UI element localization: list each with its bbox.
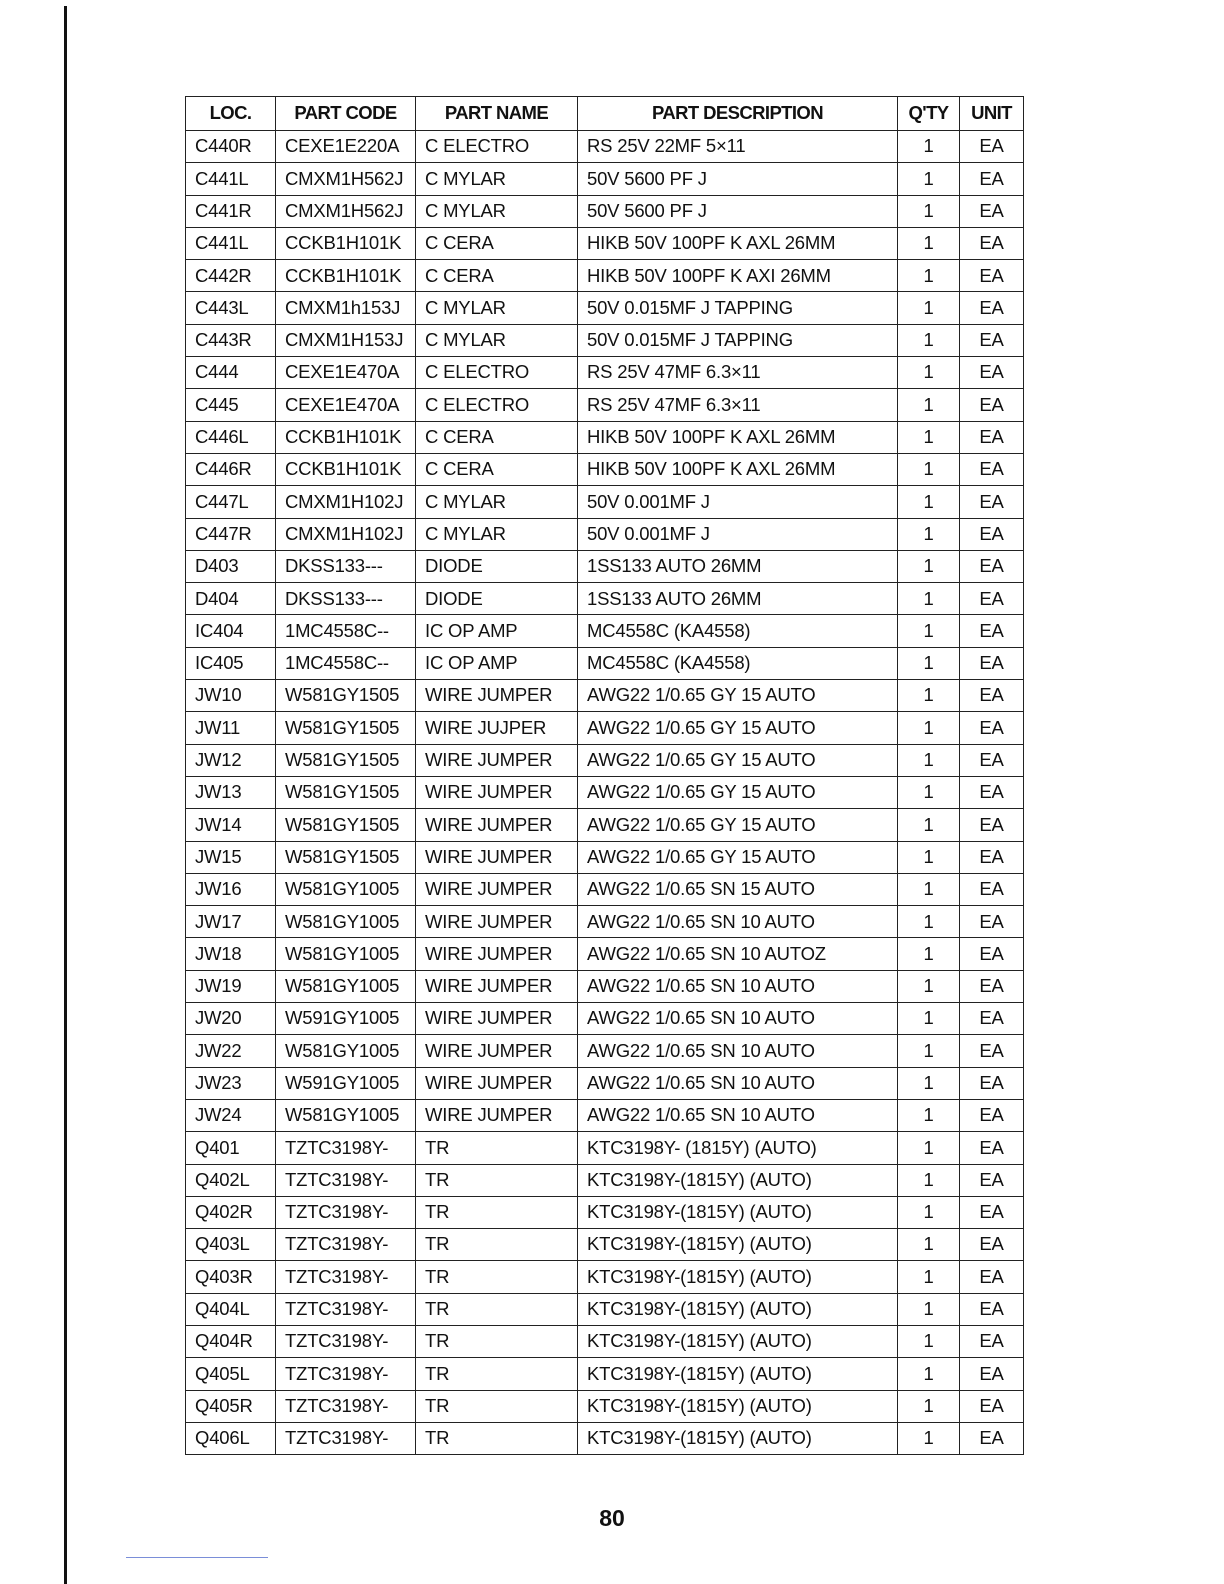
cell-loc: C441R [186, 195, 276, 227]
table-row [186, 809, 1024, 841]
cell-part-description: HIKB 50V 100PF K AXI 26MM [578, 260, 898, 292]
cell-unit: EA [960, 1099, 1024, 1131]
scan-underline-mark [126, 1557, 268, 1558]
cell-unit: EA [960, 195, 1024, 227]
cell-part-description: AWG22 1/0.65 SN 15 AUTO [578, 873, 898, 905]
table-row [186, 389, 1024, 421]
cell-unit: EA [960, 1164, 1024, 1196]
table-row [186, 518, 1024, 550]
cell-unit: EA [960, 841, 1024, 873]
cell-part-code: TZTC3198Y- [276, 1325, 416, 1357]
cell-part-name: TR [416, 1132, 578, 1164]
cell-qty: 1 [898, 131, 960, 163]
cell-part-description: AWG22 1/0.65 SN 10 AUTO [578, 1099, 898, 1131]
cell-loc: Q403L [186, 1229, 276, 1261]
header-part-name: PART NAME [416, 97, 578, 131]
table-row [186, 453, 1024, 485]
cell-qty: 1 [898, 1358, 960, 1390]
cell-part-description: 1SS133 AUTO 26MM [578, 583, 898, 615]
cell-unit: EA [960, 1035, 1024, 1067]
cell-unit: EA [960, 873, 1024, 905]
cell-part-description: HIKB 50V 100PF K AXL 26MM [578, 453, 898, 485]
cell-unit: EA [960, 1196, 1024, 1228]
cell-part-code: TZTC3198Y- [276, 1196, 416, 1228]
cell-unit: EA [960, 421, 1024, 453]
cell-loc: JW12 [186, 744, 276, 776]
table-row [186, 1067, 1024, 1099]
cell-part-name: WIRE JUMPER [416, 873, 578, 905]
table-row [186, 1164, 1024, 1196]
cell-unit: EA [960, 906, 1024, 938]
cell-part-name: WIRE JUMPER [416, 938, 578, 970]
cell-part-description: AWG22 1/0.65 SN 10 AUTO [578, 970, 898, 1002]
table-row [186, 1325, 1024, 1357]
cell-part-description: KTC3198Y-(1815Y) (AUTO) [578, 1358, 898, 1390]
cell-unit: EA [960, 260, 1024, 292]
cell-loc: JW15 [186, 841, 276, 873]
cell-loc: JW11 [186, 712, 276, 744]
table-row [186, 550, 1024, 582]
cell-part-description: MC4558C (KA4558) [578, 615, 898, 647]
table-row [186, 906, 1024, 938]
cell-unit: EA [960, 615, 1024, 647]
cell-loc: JW19 [186, 970, 276, 1002]
cell-part-description: RS 25V 47MF 6.3×11 [578, 389, 898, 421]
cell-part-name: C ELECTRO [416, 357, 578, 389]
cell-part-name: C MYLAR [416, 163, 578, 195]
cell-part-description: RS 25V 47MF 6.3×11 [578, 357, 898, 389]
cell-qty: 1 [898, 550, 960, 582]
cell-unit: EA [960, 357, 1024, 389]
cell-part-description: KTC3198Y-(1815Y) (AUTO) [578, 1261, 898, 1293]
cell-part-code: W581GY1005 [276, 873, 416, 905]
cell-part-code: W581GY1505 [276, 809, 416, 841]
cell-part-description: HIKB 50V 100PF K AXL 26MM [578, 421, 898, 453]
cell-qty: 1 [898, 1003, 960, 1035]
table-row [186, 776, 1024, 808]
cell-part-description: 50V 0.015MF J TAPPING [578, 292, 898, 324]
cell-qty: 1 [898, 1390, 960, 1422]
cell-unit: EA [960, 680, 1024, 712]
cell-part-code: W581GY1505 [276, 841, 416, 873]
cell-part-name: WIRE JUMPER [416, 776, 578, 808]
cell-unit: EA [960, 1390, 1024, 1422]
cell-qty: 1 [898, 453, 960, 485]
cell-loc: C442R [186, 260, 276, 292]
cell-part-code: CMXM1H562J [276, 163, 416, 195]
table-row [186, 1196, 1024, 1228]
cell-part-description: KTC3198Y-(1815Y) (AUTO) [578, 1325, 898, 1357]
cell-part-description: KTC3198Y- (1815Y) (AUTO) [578, 1132, 898, 1164]
cell-loc: IC405 [186, 647, 276, 679]
cell-qty: 1 [898, 357, 960, 389]
cell-part-code: TZTC3198Y- [276, 1293, 416, 1325]
cell-part-description: 50V 0.015MF J TAPPING [578, 324, 898, 356]
cell-part-code: DKSS133--- [276, 583, 416, 615]
cell-unit: EA [960, 324, 1024, 356]
cell-part-code: TZTC3198Y- [276, 1132, 416, 1164]
cell-loc: D404 [186, 583, 276, 615]
cell-part-code: W581GY1005 [276, 970, 416, 1002]
cell-loc: JW16 [186, 873, 276, 905]
table-row [186, 357, 1024, 389]
cell-part-name: WIRE JUMPER [416, 970, 578, 1002]
cell-part-name: TR [416, 1164, 578, 1196]
page-number: 80 [599, 1505, 625, 1531]
cell-unit: EA [960, 744, 1024, 776]
table-row [186, 712, 1024, 744]
cell-qty: 1 [898, 938, 960, 970]
cell-unit: EA [960, 1325, 1024, 1357]
cell-part-name: C CERA [416, 260, 578, 292]
cell-part-code: DKSS133--- [276, 550, 416, 582]
cell-part-code: W581GY1005 [276, 906, 416, 938]
cell-loc: Q402R [186, 1196, 276, 1228]
cell-part-name: C ELECTRO [416, 389, 578, 421]
table-row [186, 1035, 1024, 1067]
cell-loc: C441L [186, 163, 276, 195]
cell-qty: 1 [898, 486, 960, 518]
cell-loc: Q402L [186, 1164, 276, 1196]
cell-loc: C443L [186, 292, 276, 324]
table-row [186, 938, 1024, 970]
cell-part-code: W581GY1505 [276, 712, 416, 744]
cell-part-code: CMXM1H153J [276, 324, 416, 356]
cell-part-name: TR [416, 1196, 578, 1228]
cell-part-code: TZTC3198Y- [276, 1164, 416, 1196]
cell-loc: JW22 [186, 1035, 276, 1067]
cell-part-code: TZTC3198Y- [276, 1422, 416, 1454]
cell-part-description: 50V 5600 PF J [578, 163, 898, 195]
cell-part-description: KTC3198Y-(1815Y) (AUTO) [578, 1390, 898, 1422]
cell-qty: 1 [898, 647, 960, 679]
header-part-code: PART CODE [276, 97, 416, 131]
cell-part-code: CEXE1E220A [276, 131, 416, 163]
cell-part-code: W581GY1505 [276, 680, 416, 712]
cell-loc: C441L [186, 227, 276, 259]
cell-qty: 1 [898, 744, 960, 776]
cell-unit: EA [960, 1261, 1024, 1293]
cell-part-name: WIRE JUMPER [416, 1067, 578, 1099]
cell-qty: 1 [898, 1164, 960, 1196]
cell-part-name: WIRE JUMPER [416, 680, 578, 712]
cell-part-description: AWG22 1/0.65 GY 15 AUTO [578, 841, 898, 873]
cell-unit: EA [960, 809, 1024, 841]
cell-qty: 1 [898, 195, 960, 227]
cell-qty: 1 [898, 1229, 960, 1261]
table-row [186, 615, 1024, 647]
cell-part-code: W591GY1005 [276, 1067, 416, 1099]
table-row [186, 744, 1024, 776]
table-row [186, 1099, 1024, 1131]
cell-part-name: C ELECTRO [416, 131, 578, 163]
table-row [186, 421, 1024, 453]
table-row [186, 227, 1024, 259]
cell-qty: 1 [898, 324, 960, 356]
cell-unit: EA [960, 163, 1024, 195]
cell-loc: C447R [186, 518, 276, 550]
cell-part-name: C CERA [416, 227, 578, 259]
cell-part-code: W581GY1005 [276, 938, 416, 970]
cell-part-code: CEXE1E470A [276, 357, 416, 389]
cell-loc: D403 [186, 550, 276, 582]
cell-part-name: DIODE [416, 583, 578, 615]
cell-part-code: CCKB1H101K [276, 421, 416, 453]
cell-qty: 1 [898, 906, 960, 938]
table-row [186, 292, 1024, 324]
cell-part-code: 1MC4558C-- [276, 647, 416, 679]
cell-unit: EA [960, 1003, 1024, 1035]
cell-qty: 1 [898, 260, 960, 292]
cell-loc: JW23 [186, 1067, 276, 1099]
cell-part-code: W581GY1005 [276, 1035, 416, 1067]
cell-part-code: W581GY1505 [276, 744, 416, 776]
cell-part-code: CMXM1H102J [276, 486, 416, 518]
cell-loc: Q401 [186, 1132, 276, 1164]
table-row [186, 1293, 1024, 1325]
cell-part-description: AWG22 1/0.65 GY 15 AUTO [578, 680, 898, 712]
cell-part-description: AWG22 1/0.65 SN 10 AUTO [578, 906, 898, 938]
cell-unit: EA [960, 389, 1024, 421]
cell-part-name: TR [416, 1325, 578, 1357]
cell-loc: JW24 [186, 1099, 276, 1131]
cell-part-name: C MYLAR [416, 324, 578, 356]
cell-qty: 1 [898, 615, 960, 647]
cell-unit: EA [960, 550, 1024, 582]
cell-part-description: RS 25V 22MF 5×11 [578, 131, 898, 163]
cell-loc: Q405L [186, 1358, 276, 1390]
cell-part-description: KTC3198Y-(1815Y) (AUTO) [578, 1229, 898, 1261]
cell-unit: EA [960, 938, 1024, 970]
cell-loc: C440R [186, 131, 276, 163]
cell-loc: C446R [186, 453, 276, 485]
table-row [186, 1229, 1024, 1261]
cell-unit: EA [960, 486, 1024, 518]
cell-part-description: MC4558C (KA4558) [578, 647, 898, 679]
table-row [186, 131, 1024, 163]
cell-qty: 1 [898, 583, 960, 615]
cell-part-name: C MYLAR [416, 518, 578, 550]
cell-qty: 1 [898, 1035, 960, 1067]
table-row [186, 486, 1024, 518]
table-row [186, 647, 1024, 679]
cell-loc: Q403R [186, 1261, 276, 1293]
cell-part-name: TR [416, 1390, 578, 1422]
cell-part-code: W581GY1505 [276, 776, 416, 808]
cell-qty: 1 [898, 1196, 960, 1228]
cell-qty: 1 [898, 1261, 960, 1293]
cell-part-code: CMXM1H102J [276, 518, 416, 550]
table-row [186, 583, 1024, 615]
cell-unit: EA [960, 227, 1024, 259]
cell-unit: EA [960, 1422, 1024, 1454]
cell-part-description: KTC3198Y-(1815Y) (AUTO) [578, 1422, 898, 1454]
table-row [186, 1132, 1024, 1164]
cell-part-name: C CERA [416, 421, 578, 453]
table-row [186, 163, 1024, 195]
cell-part-description: 1SS133 AUTO 26MM [578, 550, 898, 582]
cell-unit: EA [960, 131, 1024, 163]
header-unit: UNIT [960, 97, 1024, 131]
cell-part-name: C MYLAR [416, 195, 578, 227]
cell-part-code: CCKB1H101K [276, 260, 416, 292]
cell-part-name: C MYLAR [416, 292, 578, 324]
cell-part-description: AWG22 1/0.65 GY 15 AUTO [578, 712, 898, 744]
cell-unit: EA [960, 292, 1024, 324]
table-row [186, 260, 1024, 292]
cell-part-description: 50V 0.001MF J [578, 518, 898, 550]
table-row [186, 970, 1024, 1002]
cell-part-name: WIRE JUJPER [416, 712, 578, 744]
cell-part-name: IC OP AMP [416, 647, 578, 679]
cell-loc: Q404L [186, 1293, 276, 1325]
cell-part-name: WIRE JUMPER [416, 906, 578, 938]
cell-loc: IC404 [186, 615, 276, 647]
cell-qty: 1 [898, 163, 960, 195]
cell-qty: 1 [898, 1067, 960, 1099]
cell-part-name: TR [416, 1261, 578, 1293]
header-qty: Q'TY [898, 97, 960, 131]
cell-unit: EA [960, 712, 1024, 744]
cell-part-name: C CERA [416, 453, 578, 485]
cell-part-name: WIRE JUMPER [416, 1035, 578, 1067]
cell-unit: EA [960, 970, 1024, 1002]
cell-qty: 1 [898, 1099, 960, 1131]
cell-part-code: CMXM1h153J [276, 292, 416, 324]
cell-qty: 1 [898, 1325, 960, 1357]
cell-loc: C445 [186, 389, 276, 421]
cell-unit: EA [960, 1132, 1024, 1164]
cell-qty: 1 [898, 970, 960, 1002]
cell-part-description: AWG22 1/0.65 GY 15 AUTO [578, 744, 898, 776]
cell-part-name: WIRE JUMPER [416, 744, 578, 776]
cell-part-code: CEXE1E470A [276, 389, 416, 421]
cell-qty: 1 [898, 389, 960, 421]
cell-part-code: TZTC3198Y- [276, 1229, 416, 1261]
table-row [186, 1390, 1024, 1422]
cell-part-description: AWG22 1/0.65 GY 15 AUTO [578, 809, 898, 841]
cell-unit: EA [960, 583, 1024, 615]
table-row [186, 324, 1024, 356]
cell-qty: 1 [898, 1132, 960, 1164]
cell-part-name: DIODE [416, 550, 578, 582]
cell-loc: JW13 [186, 776, 276, 808]
cell-loc: C446L [186, 421, 276, 453]
cell-qty: 1 [898, 292, 960, 324]
table-header-row [186, 97, 1024, 131]
cell-qty: 1 [898, 421, 960, 453]
binding-edge-line [64, 6, 67, 1584]
cell-part-description: AWG22 1/0.65 SN 10 AUTO [578, 1003, 898, 1035]
cell-part-code: 1MC4558C-- [276, 615, 416, 647]
header-part-description: PART DESCRIPTION [578, 97, 898, 131]
cell-qty: 1 [898, 1422, 960, 1454]
cell-part-description: AWG22 1/0.65 SN 10 AUTO [578, 1067, 898, 1099]
cell-loc: C447L [186, 486, 276, 518]
cell-part-description: KTC3198Y-(1815Y) (AUTO) [578, 1196, 898, 1228]
cell-part-name: WIRE JUMPER [416, 809, 578, 841]
cell-qty: 1 [898, 1293, 960, 1325]
cell-part-code: CCKB1H101K [276, 227, 416, 259]
header-loc: LOC. [186, 97, 276, 131]
cell-part-description: 50V 0.001MF J [578, 486, 898, 518]
cell-part-code: TZTC3198Y- [276, 1261, 416, 1293]
cell-loc: C444 [186, 357, 276, 389]
cell-part-description: KTC3198Y-(1815Y) (AUTO) [578, 1164, 898, 1196]
cell-part-description: KTC3198Y-(1815Y) (AUTO) [578, 1293, 898, 1325]
cell-part-name: C MYLAR [416, 486, 578, 518]
table-row [186, 1261, 1024, 1293]
cell-part-code: TZTC3198Y- [276, 1390, 416, 1422]
cell-loc: JW17 [186, 906, 276, 938]
cell-qty: 1 [898, 776, 960, 808]
cell-qty: 1 [898, 712, 960, 744]
cell-loc: Q404R [186, 1325, 276, 1357]
cell-loc: JW18 [186, 938, 276, 970]
table-row [186, 1422, 1024, 1454]
table-row [186, 841, 1024, 873]
cell-part-description: AWG22 1/0.65 SN 10 AUTO [578, 1035, 898, 1067]
table-row [186, 195, 1024, 227]
parts-list-table [185, 96, 1024, 1455]
cell-qty: 1 [898, 680, 960, 712]
cell-loc: C443R [186, 324, 276, 356]
cell-unit: EA [960, 776, 1024, 808]
cell-loc: Q406L [186, 1422, 276, 1454]
cell-qty: 1 [898, 227, 960, 259]
cell-part-code: CCKB1H101K [276, 453, 416, 485]
table-row [186, 873, 1024, 905]
cell-unit: EA [960, 647, 1024, 679]
cell-part-name: WIRE JUMPER [416, 1003, 578, 1035]
cell-unit: EA [960, 1358, 1024, 1390]
cell-part-description: AWG22 1/0.65 GY 15 AUTO [578, 776, 898, 808]
cell-unit: EA [960, 453, 1024, 485]
table-body [186, 131, 1024, 1455]
cell-part-code: TZTC3198Y- [276, 1358, 416, 1390]
cell-part-description: 50V 5600 PF J [578, 195, 898, 227]
cell-part-description: AWG22 1/0.65 SN 10 AUTOZ [578, 938, 898, 970]
cell-loc: JW14 [186, 809, 276, 841]
table-row [186, 680, 1024, 712]
cell-part-name: WIRE JUMPER [416, 1099, 578, 1131]
cell-part-name: TR [416, 1293, 578, 1325]
cell-part-name: IC OP AMP [416, 615, 578, 647]
cell-qty: 1 [898, 841, 960, 873]
cell-qty: 1 [898, 809, 960, 841]
cell-part-name: TR [416, 1422, 578, 1454]
cell-unit: EA [960, 1229, 1024, 1261]
cell-part-code: W591GY1005 [276, 1003, 416, 1035]
cell-unit: EA [960, 518, 1024, 550]
cell-part-code: CMXM1H562J [276, 195, 416, 227]
cell-part-description: HIKB 50V 100PF K AXL 26MM [578, 227, 898, 259]
cell-loc: Q405R [186, 1390, 276, 1422]
cell-unit: EA [960, 1293, 1024, 1325]
cell-part-name: TR [416, 1358, 578, 1390]
cell-qty: 1 [898, 518, 960, 550]
table-row [186, 1358, 1024, 1390]
cell-unit: EA [960, 1067, 1024, 1099]
cell-part-code: W581GY1005 [276, 1099, 416, 1131]
cell-loc: JW20 [186, 1003, 276, 1035]
cell-part-name: TR [416, 1229, 578, 1261]
cell-part-name: WIRE JUMPER [416, 841, 578, 873]
cell-qty: 1 [898, 873, 960, 905]
table-row [186, 1003, 1024, 1035]
cell-loc: JW10 [186, 680, 276, 712]
